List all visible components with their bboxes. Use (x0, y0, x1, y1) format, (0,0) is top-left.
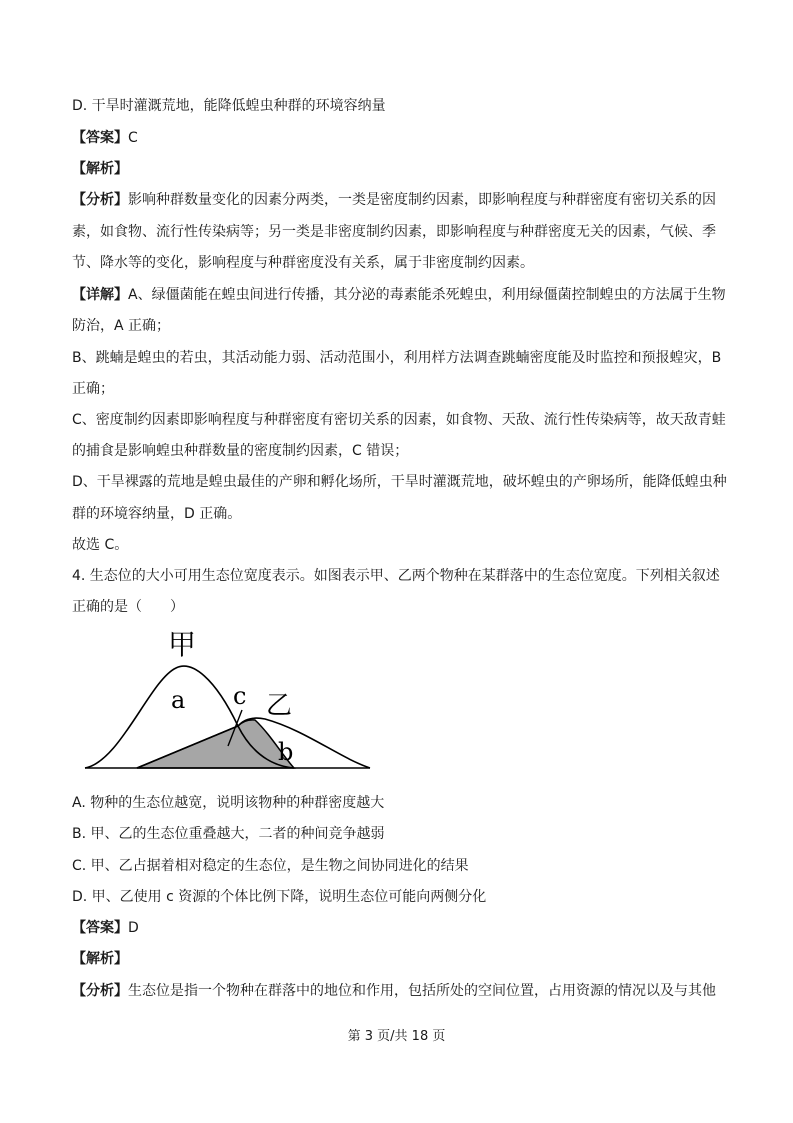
text-line: 素，如食物、流行性传染病等；另一类是非密度制约因素，即影响程度与种群密度无关的因素，气候、季 (72, 224, 716, 240)
text-line: 防治，A 正确； (72, 318, 171, 334)
text-line: 群的环境容纳量，D 正确。 (72, 506, 242, 522)
text-line (72, 949, 128, 969)
question-stem: 4. 生态位的大小可用生态位宽度表示。如图表示甲、乙两个物种在某群落中的生态位宽度。下列相关叙述 (72, 568, 720, 584)
text-line: 故选 C。 (72, 537, 129, 553)
text-line: 【答案】C (72, 130, 138, 146)
niche-width-figure (80, 622, 380, 780)
analysis-tag: 【解析】 (72, 161, 128, 177)
text-line: 【答案】D (72, 920, 139, 936)
answer-tag: 【答案】 (72, 130, 128, 146)
answer-tag: 【答案】 (72, 920, 128, 936)
text-line: 正确； (72, 381, 114, 397)
option-d: D. 甲、乙使用 c 资源的个体比例下降，说明生态位可能向两侧分化 (72, 889, 487, 905)
analysis-tag: 【解析】 (72, 951, 128, 967)
text-line: D、干旱裸露的荒地是蝗虫最佳的产卵和孵化场所，干旱时灌溉荒地，破坏蝗虫的产卵场所，能降低蝗虫种 (72, 474, 727, 490)
option-b: B. 甲、乙的生态位重叠越大，二者的种间竞争越弱 (72, 826, 385, 842)
label-jia: 甲 (168, 628, 197, 661)
label-a: a (171, 686, 186, 714)
label-b: b (278, 738, 294, 766)
text-line: C、密度制约因素即影响程度与种群密度有密切关系的因素，如食物、天敌、流行性传染病等，故天敌青蛙 (72, 412, 726, 428)
text-line: 【详解】A、绿僵菌能在蝗虫间进行传播，其分泌的毒素能杀死蝗虫，利用绿僵菌控制蝗虫的方法属于生物 (72, 287, 726, 303)
label-c: c (233, 682, 247, 710)
text-line: 【分析】生态位是指一个物种在群落中的地位和作用，包括所处的空间位置，占用资源的情况以及与其他 (72, 983, 716, 999)
text-line: 的捕食是影响蝗虫种群数量的密度制约因素，C 错误； (72, 443, 409, 459)
question-stem: 正确的是（ ） (72, 599, 184, 615)
label-yi: 乙 (266, 691, 293, 721)
text-line: D. 干旱时灌溉荒地，能降低蝗虫种群的环境容纳量 (72, 98, 386, 114)
option-a: A. 物种的生态位越宽，说明该物种的种群密度越大 (72, 795, 385, 811)
text-line: 【分析】影响种群数量变化的因素分两类，一类是密度制约因素，即影响程度与种群密度有密切关系的因 (72, 192, 716, 208)
text-line: 节、降水等的变化，影响程度与种群密度没有关系，属于非密度制约因素。 (72, 255, 534, 271)
page-footer: 第 3 页/共 18 页 (347, 1029, 446, 1044)
text-line: B、跳蝻是蝗虫的若虫，其活动能力弱、活动范围小，利用样方法调查跳蝻密度能及时监控和预报蝗灾，B (72, 350, 722, 366)
option-c: C. 甲、乙占据着相对稳定的生态位，是生物之间协同进化的结果 (72, 858, 469, 874)
text-line (72, 159, 128, 179)
